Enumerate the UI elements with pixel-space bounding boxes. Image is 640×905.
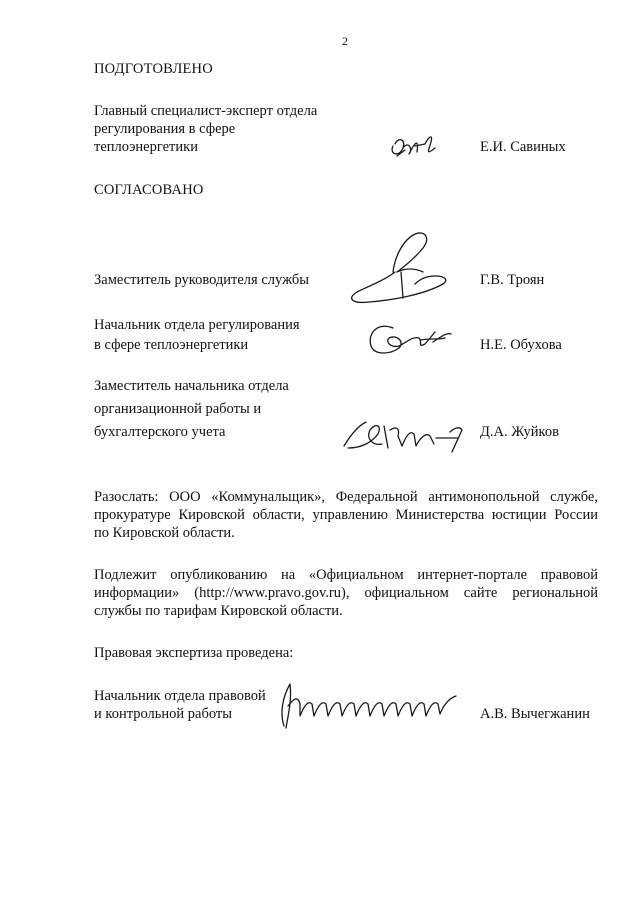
- signature-savinykh: [385, 128, 445, 160]
- legal-review-position-line-2: и контрольной работы: [94, 706, 232, 722]
- distribution-line-3: по Кировской области.: [94, 525, 235, 541]
- signer-3-name: Д.А. Жуйков: [480, 424, 559, 440]
- publication-line-3: службы по тарифам Кировской области.: [94, 603, 343, 619]
- publication-line-2: информации» (http://www.pravo.gov.ru), официальном сайте региональной: [94, 585, 598, 601]
- signer-3-position-line-1: Заместитель начальника отдела: [94, 378, 289, 394]
- signer-3-position-line-2: организационной работы и: [94, 401, 262, 417]
- signer-2-name: Н.Е. Обухова: [480, 337, 562, 353]
- page-number: 2: [342, 34, 348, 48]
- prepared-name: Е.И. Савиных: [480, 139, 566, 155]
- distribution-line-2: прокуратуре Кировской области, управлению Министерства юстиции России: [94, 507, 598, 523]
- prepared-position-line-3: теплоэнергетики: [94, 139, 198, 155]
- signature-zhuikov: [340, 412, 465, 456]
- prepared-position-line-1: Главный специалист-эксперт отдела: [94, 103, 318, 119]
- signature-obukhova: [365, 318, 455, 360]
- signer-1-position: Заместитель руководителя службы: [94, 272, 310, 288]
- signer-3-position-line-3: бухгалтерского учета: [94, 424, 226, 440]
- publication-paragraph: [94, 566, 598, 620]
- signature-troyan: [345, 228, 455, 308]
- signer-2-position-line-1: Начальник отдела регулирования: [94, 317, 300, 333]
- signer-2-position-line-2: в сфере теплоэнергетики: [94, 337, 249, 353]
- signature-vychegzhanin: [270, 678, 460, 730]
- legal-review-name: А.В. Вычегжанин: [480, 706, 590, 722]
- distribution-line-1: Разослать: ООО «Коммунальщик», Федеральной антимонопольной службе,: [94, 489, 598, 505]
- prepared-heading: ПОДГОТОВЛЕНО: [94, 61, 213, 77]
- prepared-position-line-2: регулирования в сфере: [94, 121, 236, 137]
- signer-1-name: Г.В. Троян: [480, 272, 545, 288]
- agreed-heading: СОГЛАСОВАНО: [94, 182, 204, 198]
- publication-line-1: Подлежит опубликованию на «Официальном интернет-портале правовой: [94, 567, 598, 583]
- legal-review-position-line-1: Начальник отдела правовой: [94, 688, 266, 704]
- distribution-paragraph: [94, 488, 598, 542]
- legal-review-text: Правовая экспертиза проведена:: [94, 645, 294, 661]
